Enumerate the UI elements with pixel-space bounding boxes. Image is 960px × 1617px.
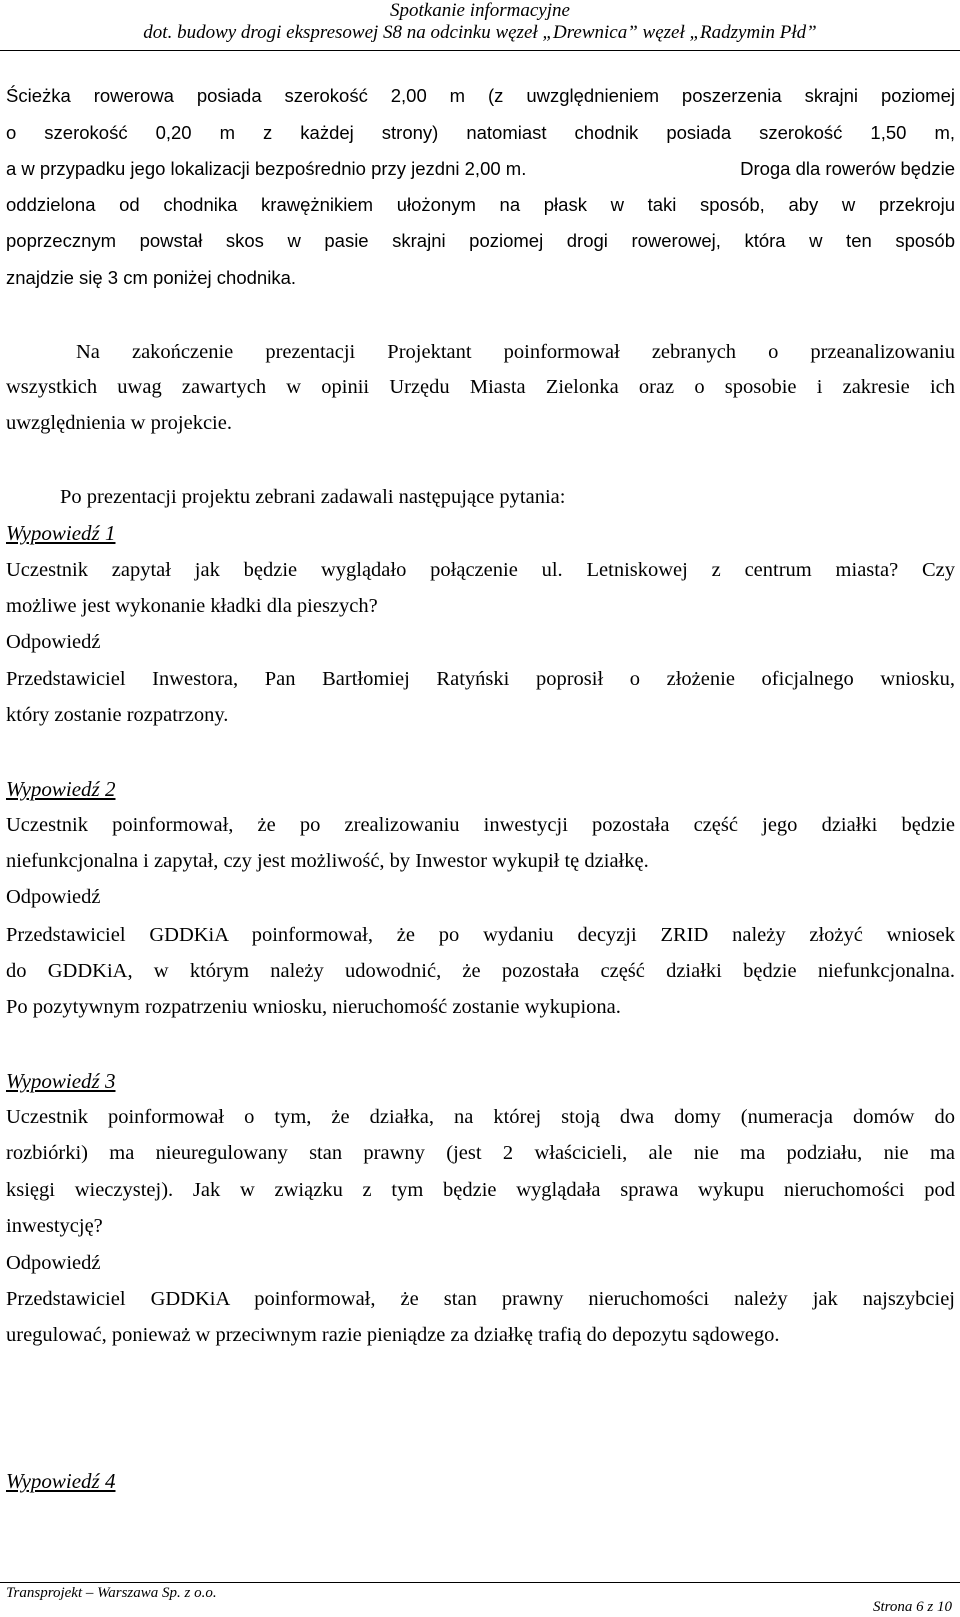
question-line: Uczestnik poinformował o tym, że działka, na której stoją dwa domy (numeracja domów do <box>6 1106 955 1128</box>
answer-line: Przedstawiciel GDDKiA poinformował, że po wydaniu decyzji ZRID należy złożyć wniosek <box>6 924 955 946</box>
paragraph-line: Na zakończenie prezentacji Projektant poinformował zebranych o przeanalizowaniu <box>76 341 955 363</box>
paragraph-line: oddzielona od chodnika krawężnikiem ułożonym na płask w taki sposób, aby w przekroju <box>6 194 955 215</box>
statement-heading: Wypowiedź 1 <box>6 521 116 545</box>
statement-heading: Wypowiedź 4 <box>6 1469 116 1493</box>
footer-divider <box>0 1582 960 1583</box>
answer-line: Po pozytywnym rozpatrzeniu wniosku, nieruchomość zostanie wykupiona. <box>6 996 621 1018</box>
question-line: rozbiórki) ma nieuregulowany stan prawny (jest 2 właścicieli, ale nie ma podziału, nie ma <box>6 1142 955 1164</box>
paragraph-line: uwzględnienia w projekcie. <box>6 412 232 434</box>
paragraph-line: wszystkich uwag zawartych w opinii Urzędu Miasta Zielonka oraz o sposobie i zakresie ich <box>6 376 955 398</box>
header-divider <box>0 50 960 51</box>
paragraph-line-end: Droga dla rowerów będzie <box>740 158 955 179</box>
paragraph-line: Ścieżka rowerowa posiada szerokość 2,00 m (z uwzględnieniem poszerzenia skrajni poziomej <box>6 85 955 106</box>
answer-line: do GDDKiA, w którym należy udowodnić, że pozostała część działki będzie niefunkcjonalna. <box>6 960 955 982</box>
answer-line: który zostanie rozpatrzony. <box>6 704 229 726</box>
paragraph-line-start: a w przypadku jego lokalizacji bezpośrednio przy jezdni 2,00 m. <box>6 158 527 179</box>
question-line: inwestycję? <box>6 1215 103 1237</box>
answer-line: Przedstawiciel GDDKiA poinformował, że stan prawny nieruchomości należy jak najszybciej <box>6 1288 955 1310</box>
paragraph-line: o szerokość 0,20 m z każdej strony) natomiast chodnik posiada szerokość 1,50 m, <box>6 122 955 143</box>
statement-heading: Wypowiedź 3 <box>6 1069 116 1093</box>
paragraph-line: poprzecznym powstał skos w pasie skrajni poziomej drogi rowerowej, która w ten sposób <box>6 230 955 251</box>
question-line: Uczestnik poinformował, że po zrealizowaniu inwestycji pozostała część jego działki będzie <box>6 814 955 836</box>
question-line: niefunkcjonalna i zapytał, czy jest możliwość, by Inwestor wykupił tę działkę. <box>6 850 649 872</box>
paragraph-line <box>6 157 955 181</box>
questions-intro: Po prezentacji projektu zebrani zadawali następujące pytania: <box>60 486 566 508</box>
answer-label: Odpowiedź <box>6 1252 101 1274</box>
header-title: Spotkanie informacyjne <box>390 0 570 21</box>
question-line: księgi wieczystej). Jak w związku z tym będzie wyglądała sprawa wykupu nieruchomości pod <box>6 1179 955 1201</box>
answer-line: uregulować, ponieważ w przeciwnym razie pieniądze za działkę trafią do depozytu sądowego. <box>6 1324 780 1346</box>
paragraph-line: znajdzie się 3 cm poniżej chodnika. <box>6 267 296 288</box>
statement-heading: Wypowiedź 2 <box>6 777 116 801</box>
page-number: Strona 6 z 10 <box>872 1599 952 1615</box>
answer-label: Odpowiedź <box>6 631 101 653</box>
answer-line: Przedstawiciel Inwestora, Pan Bartłomiej Ratyński poprosił o złożenie oficjalnego wniosku, <box>6 668 955 690</box>
question-line: Uczestnik zapytał jak będzie wyglądało połączenie ul. Letniskowej z centrum miasta? Czy <box>6 559 955 581</box>
question-line: możliwe jest wykonanie kładki dla pieszych? <box>6 595 378 617</box>
header-subtitle: dot. budowy drogi ekspresowej S8 na odcinku węzeł „Drewnica” węzeł „Radzymin Płd” <box>143 22 817 43</box>
footer-company: Transprojekt – Warszawa Sp. z o.o. <box>6 1585 217 1601</box>
answer-label: Odpowiedź <box>6 886 101 908</box>
